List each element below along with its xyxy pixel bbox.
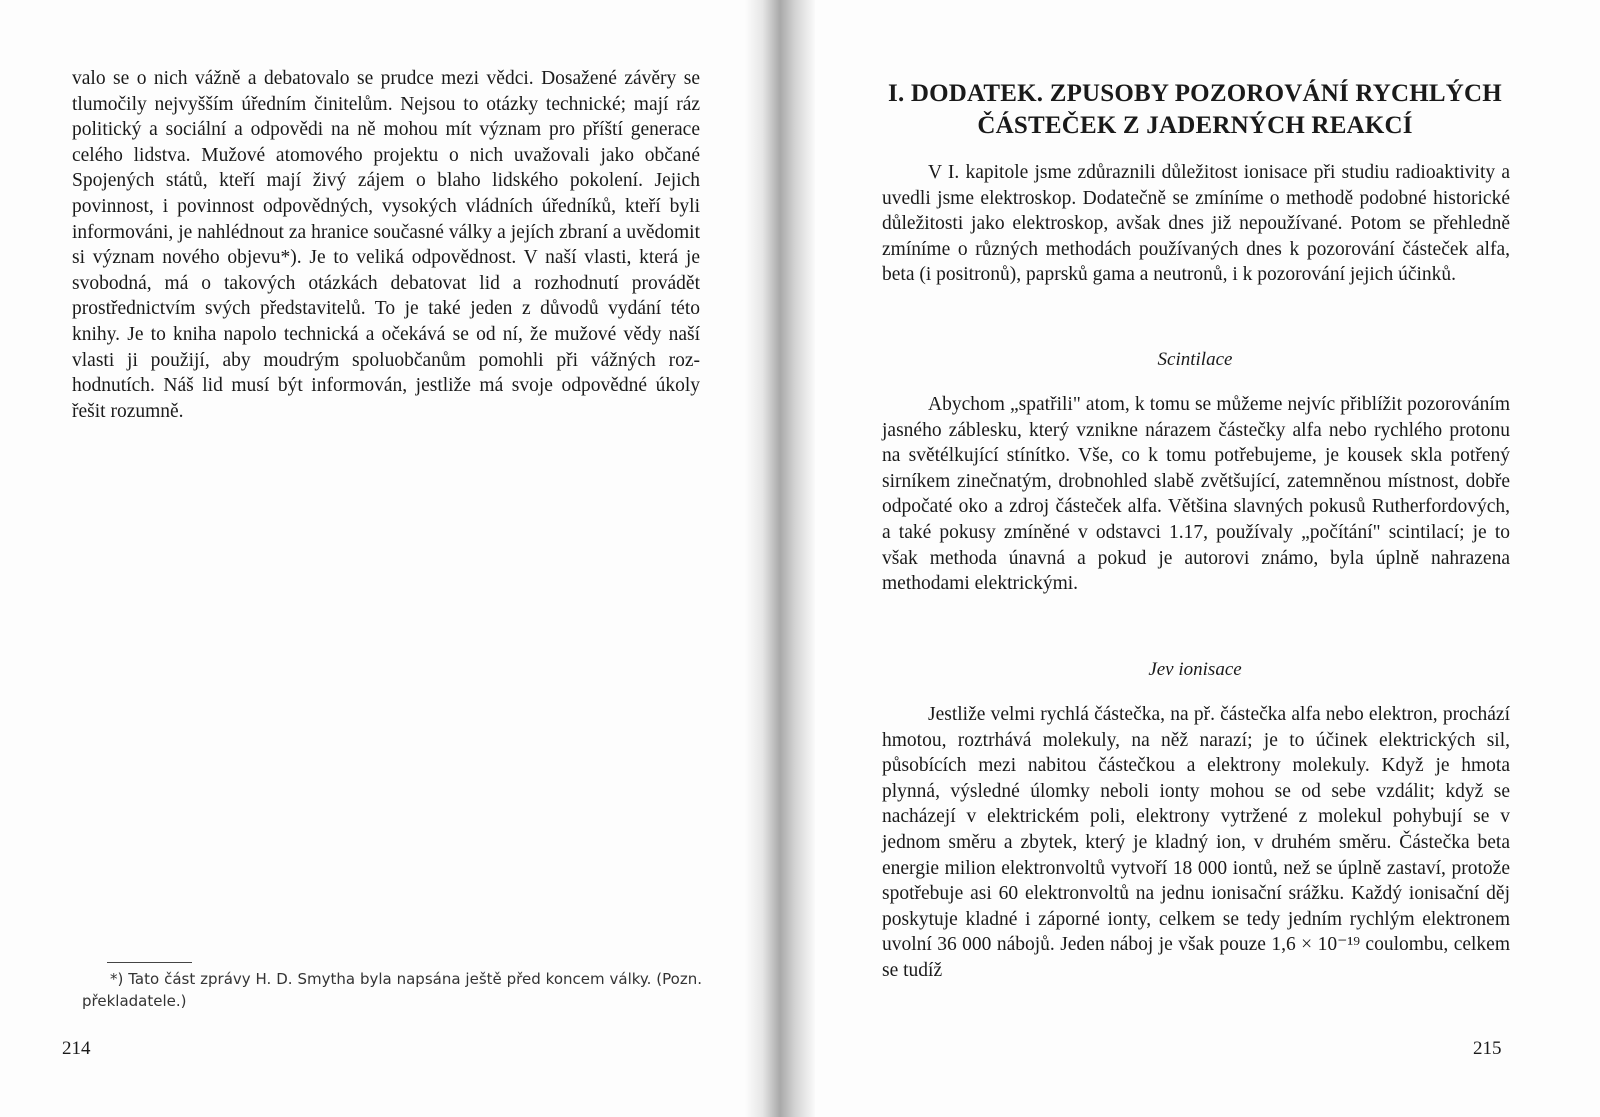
intro-paragraph: V I. kapitole jsme zdůraznili důležitost ionisace při studiu radioaktivity a uvedli jsme elektroskop. Dodatečně se zmíníme o methodě podobné historické důležitosti jako elektroskop, avšak dnes již nepoužívané. Potom se přehledně zmíníme o různých methodách používaných dnes k pozorování částeček alfa, beta (i positronů), paprsků gama a neutronů, i k pozorování jejich účinků.: [882, 162, 1510, 286]
section-heading-ionisace: Jev ionisace: [1148, 659, 1242, 680]
page-number-left: 214: [62, 1038, 91, 1059]
left-body-text: valo se o nich vážně a debatovalo se prudce mezi vědci. Dosažené závěry se tlumočily nejvyšším úředním činitelům. Nejsou to otázky technické; mají ráz politický a sociální a odpovědi na ně mohou mít význam pro příští generace celého lidstva. Mužové atomového projektu o nich uvažovali jako občané Spojených států, kteří mají živý zájem o blaho lidského pokolení. Jejich povinnost, i povinnost odpovědných, vysokých vládních úředníků, kteří byli informováni, je nahlédnout za hranice současné války a jejích zbraní a uvědomit si význam nového objevu*). Je to veliká odpovědnost. V naší vlasti, která je svobodná, má o takových otázkách debatovat lid a rozhodnutí provádět prostřednictvím svých představitelů. To je také jeden z důvodů vydání této knihy. Je to kniha napolo technická a očekává se od ní, že mužové vědy naší vlasti ji použijí, aby moudrým spoluobčanům pomohli při vážných rozhodnutích. Náš lid musí být informován, jestliže má svoje odpovědné úkoly řešit rozumně.: [72, 68, 700, 422]
ionisace-paragraph: Jestliže velmi rychlá částečka, na př. částečka alfa nebo elektron, prochází hmotou, roztrhává molekuly, na něž narazí; je to účinek elektrických sil, působících mezi nabitou částečkou a elektrony molekuly. Když je hmota plynná, výsledné úlomky neboli ionty mohou se od sebe vzdálit; když se nacházejí v elektrickém poli, elektrony vytržené z molekul pohybují se v jednom směru a zbytek, který je kladný ion, v druhém směru. Částečka beta energie milion elektronvoltů vytvoří 18 000 iontů, než se úplně zastaví, protože spotřebuje asi 60 elektronvoltů na jednu ionisační srážku. Každý ionisační děj poskytuje kladné i záporné ionty, celkem se tedy jedním rychlým elektronem uvolní 36 000 nábojů. Jeden náboj je však pouze 1,6 × 10⁻¹⁹ coulombu, celkem se tudíž: [882, 704, 1510, 981]
section-heading-scintilace: Scintilace: [1157, 349, 1233, 370]
footnote-rule: [107, 962, 192, 963]
footnote-text: *) Tato část zprávy H. D. Smytha byla napsána ještě před koncem války. (Pozn. překladatele.): [82, 970, 702, 1010]
book-gutter: [745, 0, 815, 1117]
chapter-title: I. DODATEK. ZPUSOBY POZOROVÁNÍ RYCHLÝCH ČÁSTEČEK Z JADERNÝCH REAKCÍ: [888, 80, 1502, 139]
left-page: [0, 0, 745, 1117]
page-number-right: 215: [1473, 1038, 1502, 1059]
scintilace-paragraph: Abychom „spatřili" atom, k tomu se můžeme nejvíc přiblížit pozorováním jasného záblesku, který vznikne nárazem částečky alfa nebo rychlého protonu na světélkující stínítko. Vše, co k tomu potřebujeme, je kousek skla potřený sirníkem zinečnatým, drobnohled slabě zvětšující, zatemněnou místnost, dobře odpočaté oko a zdroj částeček alfa. Většina slavných pokusů Rutherfordových, a také pokusy zmíněné v odstavci 1.17, používaly „počítání" scintilací; je to však methoda únavná a pokud je autorovi známo, byla úplně nahrazena methodami elektrickými.: [882, 394, 1510, 595]
